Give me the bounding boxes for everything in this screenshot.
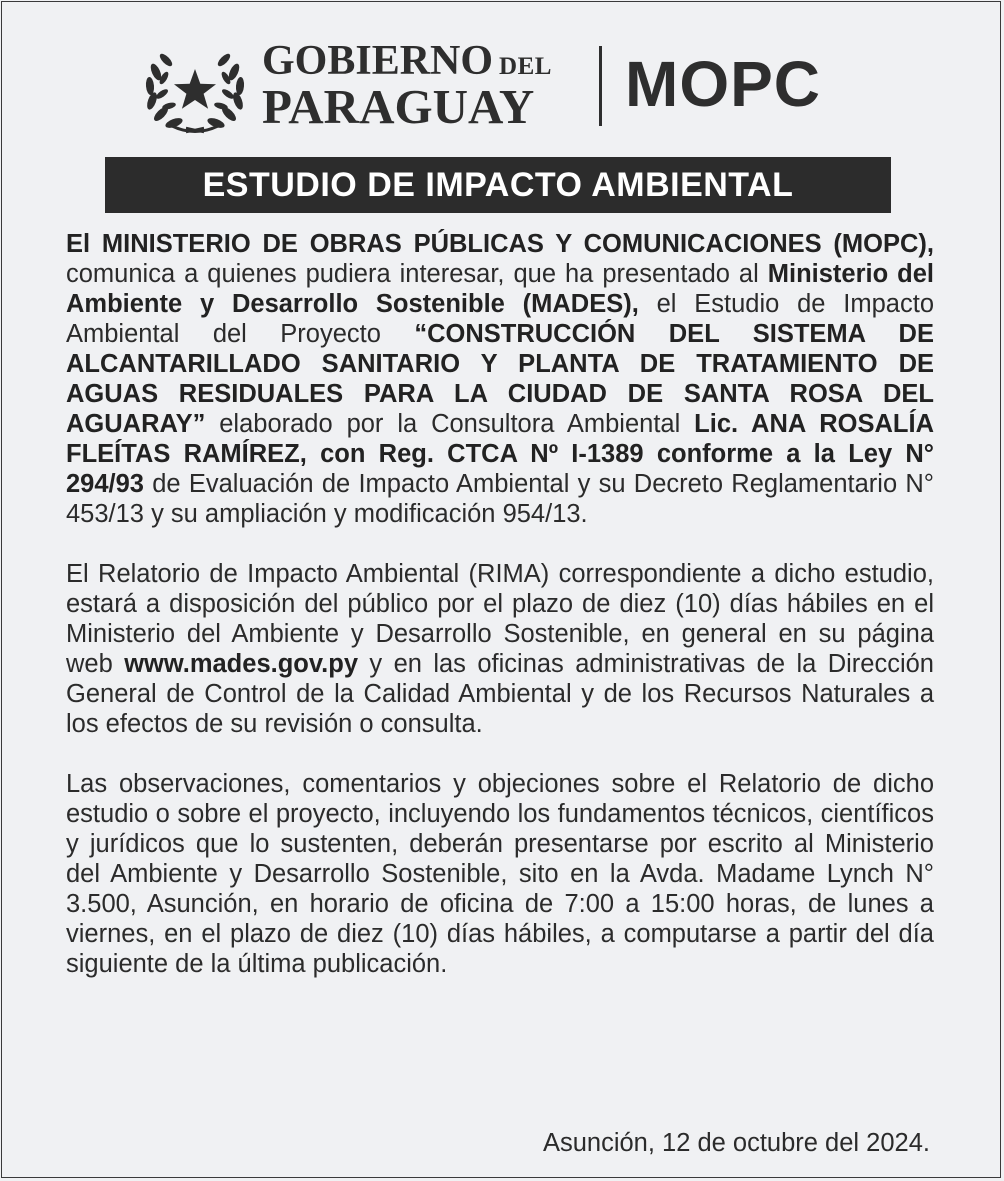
gov-del: DEL <box>499 53 552 80</box>
header <box>142 38 862 138</box>
gov-line1: GOBIERNO <box>262 38 494 84</box>
agency-logo-text: MOPC <box>625 48 821 120</box>
header-divider <box>599 46 602 126</box>
p1-text-4: de Evaluación de Impacto Ambiental y su Decreto Reglamentario N° 453/13 y su ampliación y modificación 954/13. <box>66 470 934 528</box>
government-wordmark <box>262 38 552 134</box>
p1-text-2: el Estudio de Impacto Ambiental del Proyecto <box>66 290 934 348</box>
paragraph-3: Las observaciones, comentarios y objeciones sobre el Relatorio de dicho estudio o sobre el proyecto, incluyendo los fundamentos técnicos, científicos y jurídicos que lo sustenten, deberán presentarse por escrito al Ministerio del Ambiente y Desarrollo Sostenible, sito en la Avda. Madame Lynch N° 3.500, Asunción, en horario de oficina de 7:00 a 15:00 horas, de lunes a viernes, en el plazo de diez (10) días hábiles, a computarse a partir del día siguiente de la última publicación. <box>66 770 934 978</box>
p1-bold-ministry: El MINISTERIO DE OBRAS PÚBLICAS Y COMUNICACIONES (MOPC), <box>66 230 934 258</box>
title-banner: ESTUDIO DE IMPACTO AMBIENTAL <box>105 157 891 213</box>
p1-bold-project: “CONSTRUCCIÓN DEL SISTEMA DE ALCANTARILLADO SANITARIO Y PLANTA DE TRATAMIENTO DE AGUAS RESIDUALES PARA LA CIUDAD DE SANTA ROSA DEL AGUARAY” <box>66 320 934 438</box>
mades-website-link[interactable]: www.mades.gov.py <box>124 650 358 678</box>
notice-body <box>66 229 934 1009</box>
p1-text: comunica a quienes pudiera interesar, que ha presentado al <box>66 260 768 288</box>
notice-frame <box>1 1 1001 1178</box>
p2-text-2: y en las oficinas administrativas de la Dirección General de Control de la Calidad Ambiental y de los Recursos Naturales a los efectos de su revisión o consulta. <box>66 650 934 738</box>
gov-line2: PARAGUAY <box>262 79 535 134</box>
paragraph-1 <box>66 229 934 529</box>
laurel-wreath-star-icon <box>142 42 248 134</box>
p1-bold-consultant: Lic. ANA ROSALÍA FLEÍTAS RAMÍREZ, con Reg. CTCA Nº I-1389 conforme a la Ley N° 294/93 <box>66 410 934 498</box>
signoff-date: Asunción, 12 de octubre del 2024. <box>542 1129 930 1157</box>
p2-text: El Relatorio de Impacto Ambiental (RIMA) correspondiente a dicho estudio, estará a disposición del público por el plazo de diez (10) días hábiles en el Ministerio del Ambiente y Desarrollo Sostenible, en general en su página web <box>66 560 934 678</box>
p1-text-3: elaborado por la Consultora Ambiental <box>205 410 695 438</box>
p1-bold-mades: Ministerio del Ambiente y Desarrollo Sostenible (MADES), <box>66 260 934 318</box>
paragraph-2 <box>66 559 934 739</box>
